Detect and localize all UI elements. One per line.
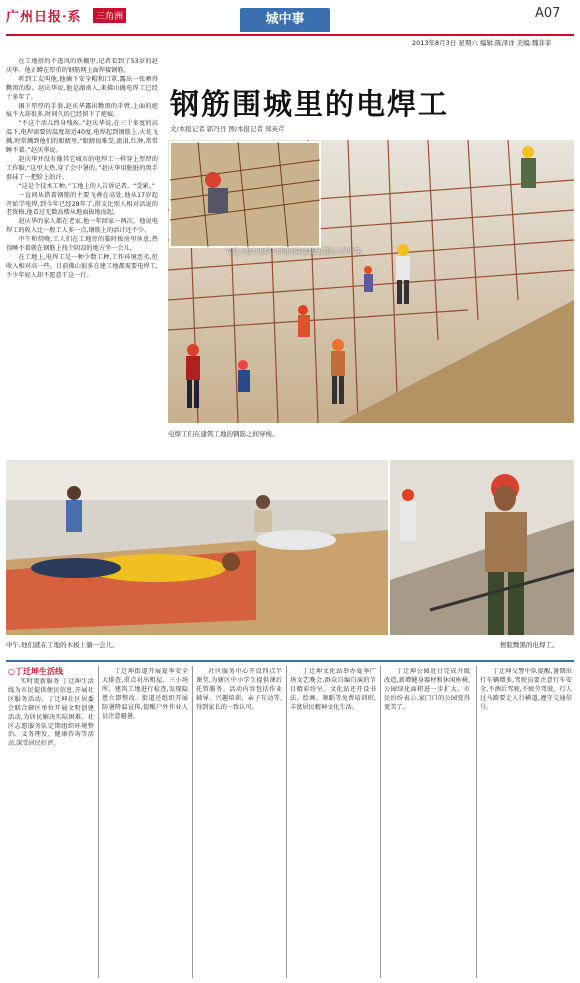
lower-paragraph: 社区服务中心开设四点半课堂,为辖区中小学生提供课后托管服务。活动内容包括作业辅导、兴趣培训、亲子互动等,得到家长的一致认可。 <box>196 668 282 711</box>
article-body-column <box>6 58 158 454</box>
top-rule <box>6 34 574 36</box>
lower-column <box>196 668 282 978</box>
column-box-title: ○丁迁坤生活线 <box>8 667 63 676</box>
welder-portrait-caption: 擦脸黝黑的电焊工。 <box>500 641 559 649</box>
column-divider <box>98 666 99 978</box>
article-paragraph: 揭下厚厚的手套,赵庆华露出黝黑的手臂,上面的疤痕不大却很多,时间久的已经留下了疤痕。 <box>6 102 158 119</box>
lower-column <box>480 668 572 978</box>
resting-workers-art <box>6 460 388 635</box>
main-photo-art <box>168 140 574 423</box>
lower-column <box>290 668 376 978</box>
welder-portrait-photo <box>390 460 574 635</box>
lower-column <box>102 668 188 978</box>
article-paragraph: “不这个活儿终身残疾。”赵庆华说,在三十多度的高温下,电焊需要的温度却近40度,电焊起到钢筋上,火花飞溅,时常溅到他们的眼睛里,“眼睛很难受,流泪,红肿,常常睡不着。”赵庆华说。 <box>6 120 158 155</box>
article-paragraph: 赵庆华的家人都在老家,他一年回家一两次。他说电焊工的收入比一般工人多一点,钢筋上的活计还不少。 <box>6 218 158 235</box>
lower-paragraph: 丁迁坤街道开展夏季安全大排查,重点对出租屋、三小场所、建筑工地进行检查,发现隐患立即整改。街道还组织开展防暑降温宣传,提醒户外作业人员注意避暑。 <box>102 668 188 720</box>
column-divider <box>380 666 381 978</box>
paper-badge: 三角洲 <box>93 8 126 23</box>
column-divider <box>192 666 193 978</box>
article-paragraph: “这是个技术工种。”工地上的人告诉记者。“受累。” <box>18 182 155 190</box>
lower-column <box>8 678 94 978</box>
lower-paragraph: 丁迁坤交警中队提醒,暑期出行车辆增多,驾驶员要注意行车安全,不酒后驾驶,不疲劳驾驶。行人过马路要走人行横道,遵守交通信号。 <box>480 668 572 711</box>
page-number: A07 <box>535 6 561 21</box>
article-paragraph: 一直问从搭着钢筋的主要飞叠在高处,他从17岁起开始学电焊,到今年已经28年了,搭支比别人相对活说的老资格,他看过无数高楼从地面拔地而起。 <box>6 191 158 217</box>
lower-paragraph: 丁迁坤公园近日完成升级改造,新增健身器材和休闲座椅,公园绿化面积进一步扩大。市民纷纷表示,家门口的公园变得更美了。 <box>384 668 470 711</box>
article-paragraph: 赵庆华并没有像其它城市的电焊工一样穿上厚厚的工作服,“这里太热,穿了会中暑的。”赵庆华用脏脏的黑手套抹了一把脸上的汗。 <box>6 155 158 181</box>
section-rule <box>6 660 574 662</box>
lower-column <box>384 668 470 978</box>
lower-paragraph: 丁迁坤文化站举办夏季广场文艺晚会,群众自编自演的节目精彩纷呈。文化站还开设书法、绘画、舞蹈等免费培训班,丰富居民精神文化生活。 <box>290 668 376 711</box>
headline: 钢筋围城里的电焊工 <box>170 87 450 121</box>
column-divider <box>476 666 477 978</box>
article-paragraph: 听到工友叫他,他摘下安全帽和口罩,露出一张晒得黝黑的脸。赵庆华说,他是湖南人,来佛山做电焊工已经十多年了。 <box>6 75 158 101</box>
paper-name: 广州日报·系 <box>6 10 82 25</box>
inset-caption: 在建工地为电焊工增设的降温设施,避免人员中暑。 <box>226 248 367 255</box>
article-paragraph: 中午和傍晚,工人们在工地旁的临时板房里休息,热得睡不着就在钢筋上找个阴凉的地方坐一会儿。 <box>6 236 158 253</box>
main-photo <box>168 140 574 423</box>
resting-workers-photo <box>6 460 388 635</box>
article-paragraph: 在工地上,电焊工是一种少数工种,工作环境恶劣,但收入相对高一些。目前佛山很多在建工地都需要电焊工,不少年轻人却不愿意干这一行。 <box>6 253 158 279</box>
masthead <box>0 0 580 36</box>
welder-portrait-art <box>390 460 574 635</box>
column-divider <box>286 666 287 978</box>
byline: 文/本报记者 郭丹丹 图/本报记者 郑英芹 <box>170 125 285 133</box>
lower-paragraph: 实时更新服务 丁迁坤生活线为市民提供便民信息,开展社区服务活动。丁迁坤社区居委会联合辖区单位开展文明创建活动,为居民解决实际困难。社区志愿服务队定期组织环境整治、义务理发、健康咨询等活动,深受居民好评。 <box>8 678 94 748</box>
main-photo-caption: 电焊工们在建筑工地的钢筋之间穿梭。 <box>168 430 279 438</box>
article-paragraph: 在工地搭的不透风的铁棚里,记者看到了53岁的赵庆华。他正蹲在厚重的钢筋网上面焊接钢筋。 <box>6 58 158 74</box>
resting-workers-caption: 中午,他们就在工地的木板上躺一会儿。 <box>6 641 119 649</box>
section-tab: 城中事 <box>240 8 330 32</box>
dateline: 2013年8月3日 星期六 编辑:陈泽洋 美编:魏菲菲 <box>412 39 552 47</box>
